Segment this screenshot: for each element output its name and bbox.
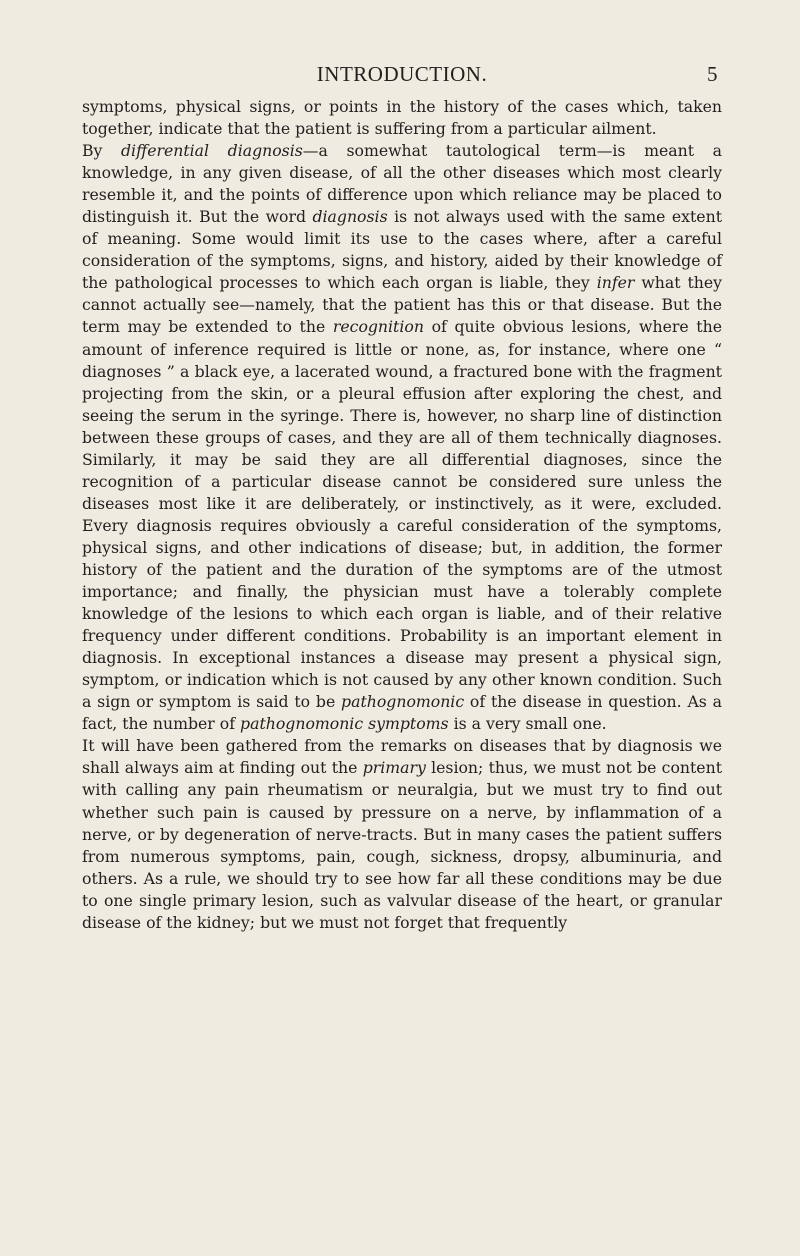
text-span: symptoms, physical signs, or points in the history of the cases which, taken together, indicate that the patient is suffering from a particular ailment. <box>82 97 722 139</box>
text-span: It will have been gathered from the remarks on diseases that by diagnosis we shall always aim at finding out the <box>82 736 722 778</box>
page-number: 5 <box>707 62 718 86</box>
text-span: By <box>82 141 122 161</box>
italic-term: pathognomonic symptoms <box>240 714 449 734</box>
italic-term: diagnosis <box>312 207 388 227</box>
italic-term: differential diagnosis <box>121 141 303 161</box>
running-head <box>82 62 722 92</box>
text-span: is not always used with the same extent of meaning. Some would limit its use to the cases where, after a careful consideration of the symptoms, signs, and history, aided by their knowledge of the pathological processes to which each organ is liable, they <box>82 207 722 293</box>
paragraph-2 <box>82 140 722 735</box>
body-text <box>82 96 722 934</box>
italic-term: primary <box>362 758 426 778</box>
text-span: what they cannot actually see—namely, that the patient has this or that disease. But the term may be extended to the <box>82 273 723 337</box>
text-span: lesion; thus, we must not be content with calling any pain rheumatism or neuralgia, but we must try to find out whether such pain is caused by pressure on a nerve, by inflammation of a nerve, or by degeneration of nerve-tracts. But in many cases the patient suffers from numerous symptoms, pain, cough, sickness, dropsy, albuminuria, and others. As a rule, we should try to see how far all these conditions may be due to one single primary lesion, such as valvular disease of the heart, or granular disease of the kidney; but we must not forget that frequently <box>82 758 722 932</box>
text-span: —a somewhat tautological term—is meant a knowledge, in any given disease, of all the other diseases which most clearly resemble it, and the points of difference upon which reliance may be placed to distinguish it. But the word <box>82 141 722 227</box>
text-span: of the disease in question. As a fact, the number of <box>82 692 722 734</box>
paragraph-3 <box>82 735 722 933</box>
italic-term: recognition <box>332 317 424 337</box>
italic-term: pathognomonic <box>341 692 465 712</box>
italic-term: infer <box>596 273 635 293</box>
paragraph-1 <box>82 96 722 140</box>
text-span: of quite obvious lesions, where the amount of inference required is little or none, as, for instance, where one “ diagnoses ” a black eye, a lacerated wound, a fractured bone with the fragment projecting from the skin, or a pleural effusion after exploring the chest, and seeing the serum in the syringe. There is, however, no sharp line of distinction between these groups of cases, and they are all of them technically diagnoses. Similarly, it may be said they are all differential diagnoses, since the recognition of a particular disease cannot be considered sure unless the diseases most like it are deliberately, or instinctively, as it were, excluded. Every diagnosis requires obviously a careful consideration of the symptoms, physical signs, and other indications of disease; but, in addition, the former history of the patient and the duration of the symptoms are of the utmost importance; and finally, the physician must have a tolerably complete knowledge of the lesions to which each organ is liable, and of their relative frequency under different conditions. Probability is an important element in diagnosis. In exceptional instances a disease may present a physical sign, symptom, or indication which is not caused by any other known condition. Such a sign or symptom is said to be <box>82 317 722 712</box>
chapter-title: INTRODUCTION. <box>316 62 488 86</box>
text-span: is a very small one. <box>448 714 607 734</box>
